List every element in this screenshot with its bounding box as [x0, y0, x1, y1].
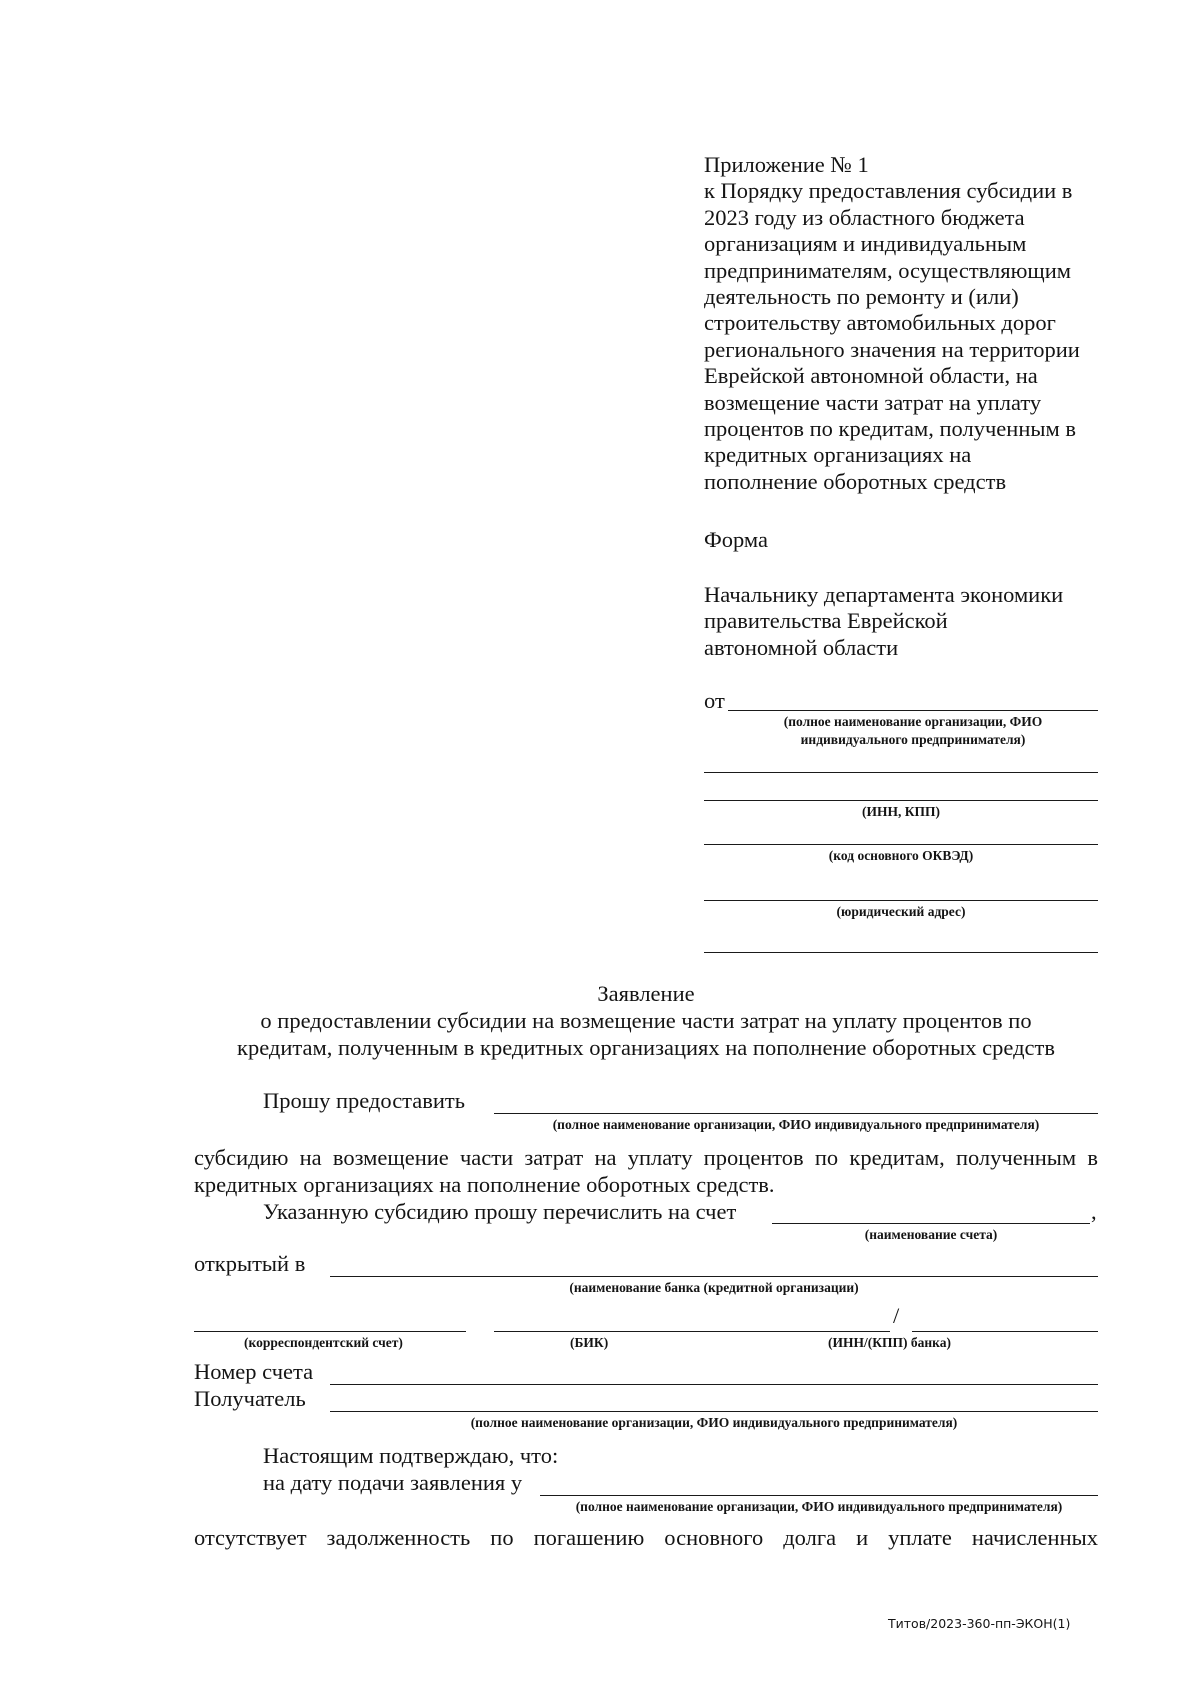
from-caption: индивидуального предпринимателя) — [800, 732, 1026, 747]
annex-line: 2023 году из областного бюджета — [704, 204, 1025, 230]
annex-line: организациям и индивидуальным — [704, 231, 1027, 257]
applicant-name-field[interactable] — [494, 1113, 1098, 1114]
applicant-at-date-field[interactable] — [540, 1495, 1098, 1496]
recipient-field[interactable] — [330, 1411, 1098, 1412]
subsidy-text-line: кредитных организациях на пополнение оборотных средств. — [194, 1172, 775, 1197]
addressee-line: Начальнику департамента экономики — [704, 582, 1064, 607]
document-subtitle-line: о предоставлении субсидии на возмещение части затрат на уплату процентов по — [260, 1008, 1032, 1033]
annex-line: регионального значения на территории — [704, 336, 1080, 362]
addressee-block — [704, 581, 1063, 660]
account-number-field[interactable] — [330, 1384, 1098, 1385]
legal-address-field[interactable] — [704, 900, 1098, 901]
absence-text-line: отсутствует задолженность по погашению основного долга и уплате начисленных — [194, 1525, 1098, 1550]
account-number-label: Номер счета — [194, 1359, 314, 1384]
document-code: Титов/2023-360-пп-ЭКОН(1) — [888, 1616, 1071, 1631]
legal-address-caption: (юридический адрес) — [836, 904, 966, 919]
recipient-caption: (полное наименование организации, ФИО индивидуального предпринимателя) — [470, 1415, 958, 1430]
annex-line: деятельность по ремонту и (или) — [704, 283, 1019, 309]
document-heading: Заявление — [597, 981, 695, 1006]
annex-line: к Порядку предоставления субсидии в — [704, 178, 1073, 204]
applicant-at-date-caption: (полное наименование организации, ФИО индивидуального предпринимателя) — [575, 1499, 1063, 1514]
annex-line: пополнение оборотных средств — [704, 468, 1007, 494]
inn-kpp-field[interactable] — [704, 800, 1098, 801]
corr-account-caption: (корреспондентский счет) — [244, 1335, 403, 1350]
annex-block — [704, 151, 1080, 494]
transfer-comma: , — [1091, 1199, 1097, 1224]
request-label: Прошу предоставить — [263, 1088, 466, 1113]
opened-label: открытый в — [194, 1251, 306, 1276]
bank-name-caption: (наименование банка (кредитной организации) — [569, 1280, 859, 1295]
addressee-line: автономной области — [704, 634, 899, 660]
subsidy-text-line: субсидию на возмещение части затрат на уплату процентов по кредитам, полученным в — [194, 1145, 1098, 1170]
bik-field[interactable] — [494, 1331, 890, 1332]
from-label: от — [704, 688, 725, 713]
annex-line: кредитных организациях на — [704, 442, 972, 468]
annex-line: предпринимателям, осуществляющим — [704, 257, 1071, 283]
confirm-label: Настоящим подтверждаю, что: — [263, 1443, 559, 1468]
corr-account-field[interactable] — [194, 1331, 466, 1332]
annex-line: процентов по кредитам, полученным в — [704, 415, 1076, 441]
bik-caption: (БИК) — [570, 1335, 609, 1350]
application-date-label: на дату подачи заявления у — [263, 1470, 523, 1495]
document-subtitle-line: кредитам, полученным в кредитных организациях на пополнение оборотных средств — [237, 1035, 1055, 1060]
bank-inn-slash: / — [893, 1303, 900, 1328]
legal-address-field-continuation[interactable] — [704, 952, 1098, 953]
addressee-line: правительства Еврейской — [704, 608, 948, 634]
annex-line: возмещение части затрат на уплату — [704, 389, 1042, 415]
bank-inn-kpp-field[interactable] — [912, 1331, 1098, 1332]
account-name-field[interactable] — [772, 1223, 1090, 1224]
okved-caption: (код основного ОКВЭД) — [828, 848, 974, 863]
annex-line: Приложение № 1 — [704, 152, 869, 177]
form-label: Форма — [704, 527, 769, 552]
transfer-label: Указанную субсидию прошу перечислить на счет — [263, 1199, 737, 1224]
bank-name-field[interactable] — [330, 1276, 1098, 1277]
annex-line: строительству автомобильных дорог — [704, 310, 1056, 336]
inn-kpp-caption: (ИНН, КПП) — [861, 804, 941, 819]
recipient-label: Получатель — [194, 1386, 306, 1411]
account-name-caption: (наименование счета) — [864, 1227, 998, 1242]
from-caption: (полное наименование организации, ФИО — [783, 714, 1043, 729]
from-field[interactable] — [728, 710, 1098, 711]
okved-field[interactable] — [704, 844, 1098, 845]
from-field-continuation[interactable] — [704, 772, 1098, 773]
applicant-name-caption: (полное наименование организации, ФИО индивидуального предпринимателя) — [552, 1117, 1040, 1132]
bank-inn-kpp-caption: (ИНН/(КПП) банка) — [828, 1335, 952, 1350]
annex-line: Еврейской автономной области, на — [704, 363, 1038, 389]
